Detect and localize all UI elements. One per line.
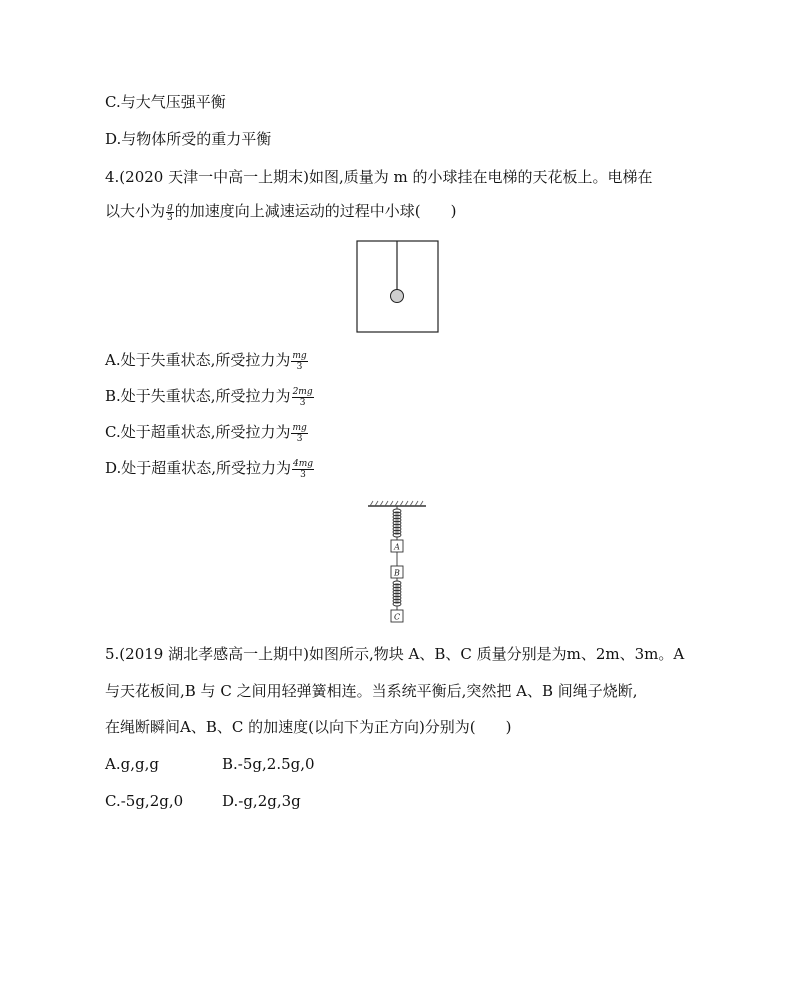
q4-option-b-fraction — [292, 387, 314, 408]
fraction-denominator: 3 — [296, 433, 303, 444]
q5-option-d: D.-g,2g,3g — [222, 792, 301, 810]
q5-stem-line1: 5.(2019 湖北孝感高一上期中)如图所示,物块 A、B、C 质量分别是为m、2m、3m。A — [105, 645, 685, 663]
q5-option-b: B.-5g,2.5g,0 — [222, 755, 315, 773]
fraction-denominator: 3 — [296, 361, 303, 372]
fraction-numerator: mg — [292, 422, 307, 433]
block-c-label: C — [393, 612, 401, 622]
ball — [391, 290, 404, 303]
q4-stem-suffix: 的加速度向上减速运动的过程中小球( ) — [174, 202, 457, 220]
q4-option-d-text: D.处于超重状态,所受拉力为 — [105, 459, 292, 477]
block-b-label: B — [394, 568, 400, 578]
q4-option-a-text: A.处于失重状态,所受拉力为 — [105, 351, 291, 369]
q3-option-d: D.与物体所受的重力平衡 — [105, 130, 272, 148]
q4-option-d-fraction — [292, 459, 314, 480]
spring-blocks-figure — [366, 500, 428, 628]
q4-option-a-fraction — [291, 351, 307, 372]
q4-option-c — [105, 422, 309, 444]
fraction-denominator: 3 — [299, 397, 306, 408]
lower-spring — [393, 578, 401, 610]
q5-stem-line3: 在绳断瞬间A、B、C 的加速度(以向下为正方向)分别为( ) — [105, 718, 512, 736]
fraction-numerator: mg — [292, 350, 307, 361]
accel-numerator: g — [167, 201, 173, 212]
q4-option-c-text: C.处于超重状态,所受拉力为 — [105, 423, 291, 441]
fraction-denominator: 3 — [300, 469, 306, 480]
block-a-label: A — [394, 542, 400, 552]
q5-option-a: A.g,g,g — [105, 755, 159, 773]
q4-stem-line2 — [105, 201, 457, 223]
accel-fraction — [166, 202, 174, 223]
q4-option-b-text: B.处于失重状态,所受拉力为 — [105, 387, 291, 405]
q4-option-d — [105, 458, 315, 480]
q4-stem-line1: 4.(2020 天津一中高一上期末)如图,质量为 m 的小球挂在电梯的天花板上。电梯在 — [105, 168, 653, 186]
q4-option-a — [105, 350, 309, 372]
q4-stem-prefix: 以大小为 — [105, 202, 166, 220]
q4-option-b — [105, 386, 315, 408]
q4-option-c-fraction — [291, 423, 307, 444]
upper-spring — [393, 506, 401, 540]
fraction-numerator: 4mg — [293, 458, 314, 469]
q3-option-c: C.与大气压强平衡 — [105, 93, 226, 111]
fraction-numerator: 2mg — [292, 386, 313, 397]
accel-denominator: 3 — [167, 212, 173, 223]
q5-option-c: C.-5g,2g,0 — [105, 792, 184, 810]
q5-stem-line2: 与天花板间,B 与 C 之间用轻弹簧相连。当系统平衡后,突然把 A、B 间绳子烧断, — [105, 682, 638, 700]
elevator-figure — [356, 240, 440, 334]
